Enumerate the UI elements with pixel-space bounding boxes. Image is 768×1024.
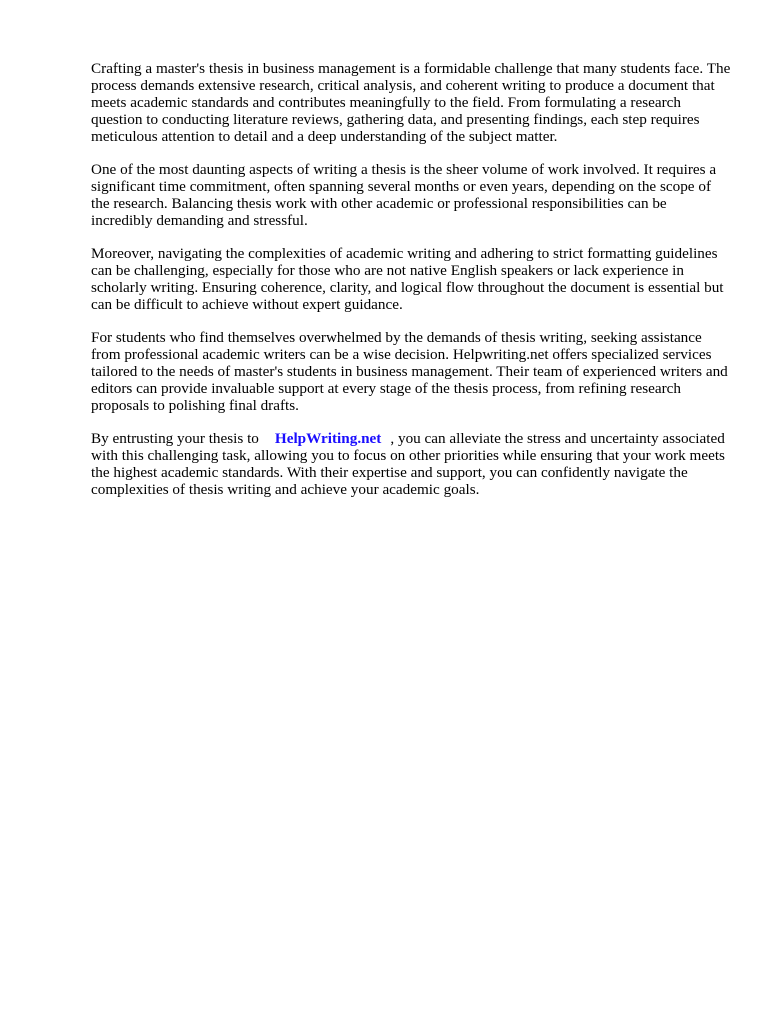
paragraph-5 — [91, 430, 731, 498]
document-body — [91, 60, 731, 514]
paragraph-4: For students who find themselves overwhelmed by the demands of thesis writing, seeking assistance from professional academic writers can be a wise decision. Helpwriting.net offers specialized services tailored to the needs of master's students in business management. Their team of experienced writers and editors can provide invaluable support at every stage of the thesis process, from refining research proposals to polishing final drafts. — [91, 328, 728, 415]
helpwriting-link[interactable]: HelpWriting.net — [274, 429, 382, 447]
paragraph-5-trailing-text: , you can alleviate the stress and uncertainty associated with this challenging task, allowing you to focus on other priorities while ensuring that your work meets the highest academic standards. With their expertise and support, you can confidently navigate the complexities of thesis writing and achieve your academic goals. — [91, 429, 725, 498]
paragraph-2: One of the most daunting aspects of writing a thesis is the sheer volume of work involved. It requires a significant time commitment, often spanning several months or even years, depending on the scope of the research. Balancing thesis work with other academic or professional responsibilities can be incredibly demanding and stressful. — [91, 160, 717, 230]
paragraph-5-lead-text: By entrusting your thesis to — [91, 429, 259, 447]
paragraph-1: Crafting a master's thesis in business management is a formidable challenge that many students face. The process demands extensive research, critical analysis, and coherent writing to produce a document that meets academic standards and contributes meaningfully to the field. From formulating a research question to conducting literature reviews, gathering data, and presenting findings, each step requires meticulous attention to detail and a deep understanding of the subject matter. — [91, 60, 731, 146]
paragraph-3: Moreover, navigating the complexities of academic writing and adhering to strict formatting guidelines can be challenging, especially for those who are not native English speakers or lack experience in scholarly writing. Ensuring coherence, clarity, and logical flow throughout the document is essential but can be difficult to achieve without expert guidance. — [91, 244, 724, 314]
